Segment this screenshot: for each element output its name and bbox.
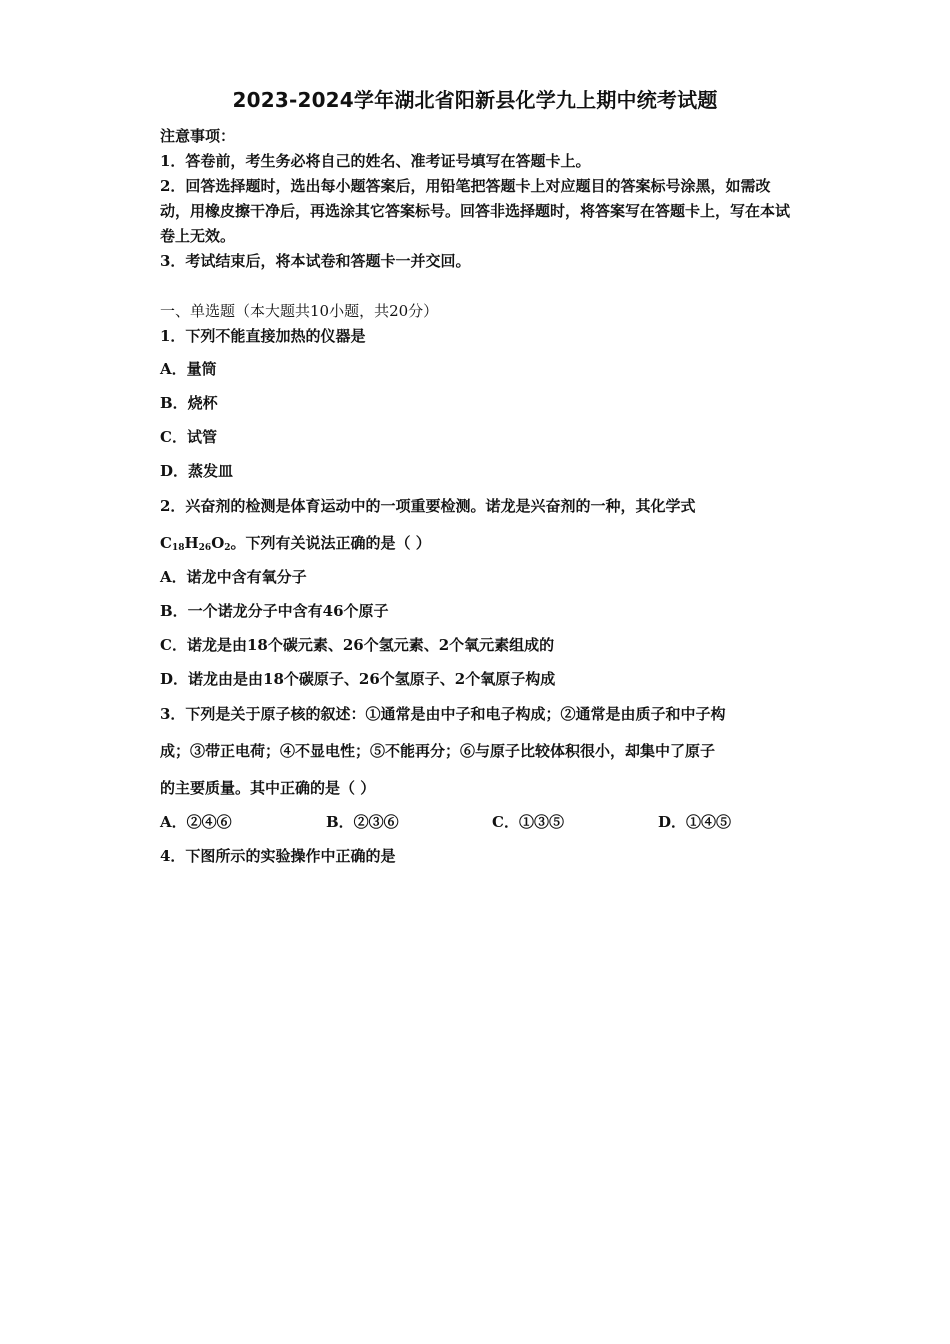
question-1-option-d: D．蒸发皿	[160, 462, 234, 480]
question-4-stem: 4．下图所示的实验操作中正确的是	[160, 847, 396, 865]
formula-carbon: C	[160, 534, 172, 552]
question-1-option-a: A．量筒	[160, 360, 217, 378]
question-3-option-d: D．①④⑤	[658, 813, 732, 831]
question-2-option-d: D．诺龙由是由18个碳原子、26个氢原子、2个氧原子构成	[160, 670, 556, 688]
question-2-option-c: C．诺龙是由18个碳元素、26个氢元素、2个氧元素组成的	[160, 636, 555, 654]
question-3-option-c: C．①③⑤	[492, 813, 564, 831]
notice-item-2: 2．回答选择题时，选出每小题答案后，用铅笔把答题卡上对应题目的答案标号涂黑，如需改动，用橡皮擦干净后，再选涂其它答案标号。回答非选择题时，将答案写在答题卡上，写在本试卷上无效。	[160, 177, 791, 245]
formula-carbon-count: 18	[171, 543, 185, 553]
question-1-option-b: B．烧杯	[160, 394, 218, 412]
question-2-option-b: B．一个诺龙分子中含有46个原子	[160, 602, 389, 620]
question-3-option-a: A．②④⑥	[160, 813, 232, 831]
formula-hydrogen: H	[184, 534, 199, 552]
question-3-stem-line-3: 的主要质量。其中正确的是（ ）	[160, 779, 376, 797]
notice-item-1: 1．答卷前，考生务必将自己的姓名、准考证号填写在答题卡上。	[160, 152, 591, 170]
question-3-options	[160, 810, 824, 834]
formula-hydrogen-count: 26	[198, 543, 212, 553]
section-heading-single-choice: 一、单选题（本大题共10小题，共20分）	[160, 302, 439, 320]
question-2-stem-tail: 。下列有关说法正确的是（ ）	[230, 534, 431, 552]
question-1-stem: 1．下列不能直接加热的仪器是	[160, 327, 366, 345]
formula-oxygen: O	[211, 534, 225, 552]
question-3-stem-line-2: 成；③带正电荷；④不显电性；⑤不能再分；⑥与原子比较体积很小，却集中了原子	[160, 742, 716, 760]
question-3-stem-line-1: 3．下列是关于原子核的叙述：①通常是由中子和电子构成；②通常是由质子和中子构	[160, 705, 726, 723]
question-2-stem-line-1: 2．兴奋剂的检测是体育运动中的一项重要检测。诺龙是兴奋剂的一种，其化学式	[160, 497, 696, 515]
notice-block	[160, 124, 800, 274]
question-2-option-a: A．诺龙中含有氧分子	[160, 568, 307, 586]
question-2-stem-line-2	[160, 531, 431, 560]
question-1-option-c: C．试管	[160, 428, 217, 446]
page-title: 2023-2024学年湖北省阳新县化学九上期中统考试题	[232, 88, 718, 112]
question-3-option-b: B．②③⑥	[326, 813, 399, 831]
formula-oxygen-count: 2	[224, 543, 231, 553]
notice-heading: 注意事项：	[160, 127, 236, 145]
notice-item-3: 3．考试结束后，将本试卷和答题卡一并交回。	[160, 252, 471, 270]
